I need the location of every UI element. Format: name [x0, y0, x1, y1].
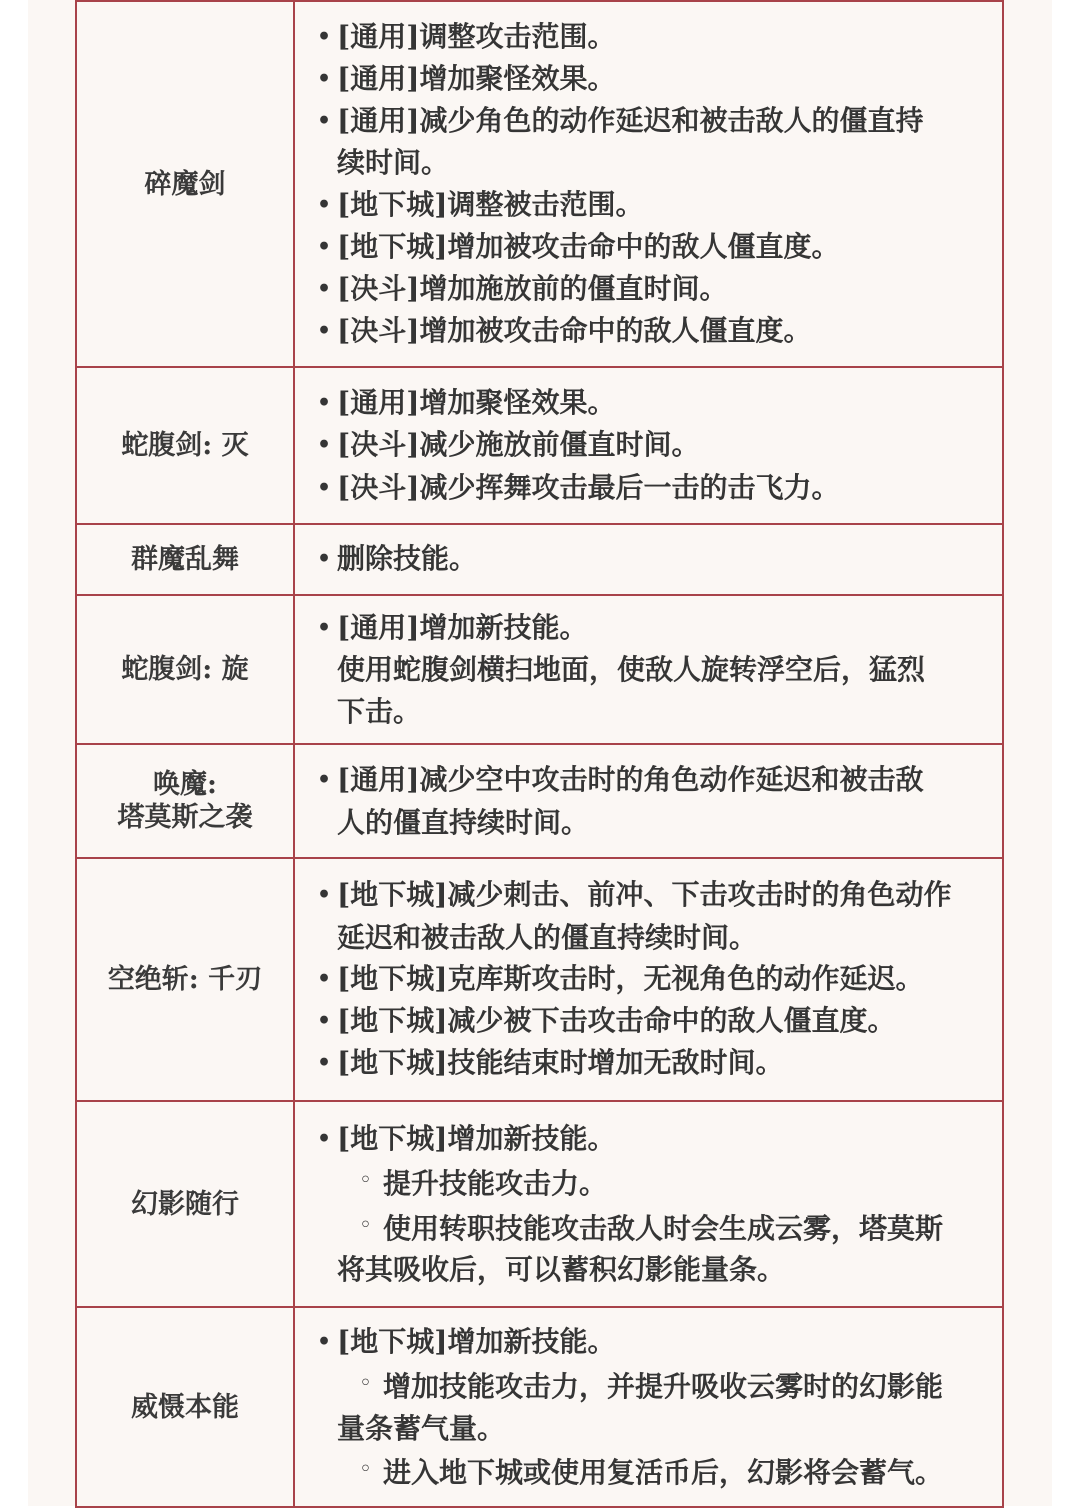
- change-text: 使用转职技能攻击敌人时会生成云雾，塔莫斯: [383, 1211, 944, 1245]
- change-text: 延迟和被击敌人的僵直持续时间。: [337, 920, 758, 954]
- change-bullet-item: [317, 382, 972, 424]
- change-text: 使用蛇腹剑横扫地面，使敌人旋转浮空后，猛烈: [337, 653, 926, 687]
- skill-name-cell: [76, 524, 294, 595]
- change-text: 下击。: [337, 694, 422, 728]
- skill-name-cell: [76, 1101, 294, 1307]
- table-row: [76, 367, 1003, 524]
- bullet-icon: •: [317, 767, 332, 794]
- bullet-icon: •: [317, 1329, 332, 1356]
- change-text: 进入地下城或使用复活币后，幻影将会蓄气。: [383, 1455, 944, 1489]
- change-sub-item: [317, 1160, 972, 1204]
- change-text: [决斗]减少施放前僵直时间。: [337, 428, 700, 462]
- table-row: [76, 595, 1003, 744]
- change-bullet-item: [317, 16, 972, 58]
- table-body: [76, 1, 1003, 1507]
- change-sub-item: [317, 1205, 972, 1249]
- skill-change-cell: [294, 367, 1003, 524]
- change-text: [地下城]增加新技能。: [337, 1325, 616, 1359]
- bullet-icon: •: [317, 546, 332, 573]
- change-text: 增加技能攻击力，并提升吸收云雾时的幻影能: [383, 1370, 944, 1404]
- bullet-icon: •: [317, 65, 332, 92]
- bullet-icon: •: [317, 474, 332, 501]
- change-bullet-item: [317, 538, 972, 580]
- skill-name-cell: [76, 367, 294, 524]
- bullet-icon: •: [317, 432, 332, 459]
- change-text: [地下城]增加新技能。: [337, 1122, 616, 1156]
- bullet-icon: •: [317, 233, 332, 260]
- change-text: [通用]调整攻击范围。: [337, 19, 616, 53]
- change-bullet-item: [317, 1321, 972, 1363]
- bullet-icon: •: [317, 108, 332, 135]
- change-continuation: [317, 142, 972, 183]
- skill-change-cell: [294, 524, 1003, 595]
- skill-change-table: [75, 0, 1004, 1508]
- skill-name-cell: [76, 595, 294, 744]
- change-text: [通用]减少空中攻击时的角色动作延迟和被击敌: [337, 763, 924, 797]
- change-bullet-item: [317, 58, 972, 100]
- skill-change-cell: [294, 595, 1003, 744]
- skill-name: 空绝斩: 千刃: [107, 964, 263, 995]
- change-bullet-item: [317, 958, 972, 1000]
- bullet-icon: •: [317, 1126, 332, 1153]
- bullet-icon: •: [317, 23, 332, 50]
- skill-change-cell: [294, 1307, 1003, 1507]
- table-row: [76, 1101, 1003, 1307]
- bullet-icon: •: [317, 882, 332, 909]
- bullet-icon: •: [317, 191, 332, 218]
- change-bullet-item: [317, 607, 972, 649]
- circle-bullet-icon: ◦: [359, 1370, 372, 1397]
- bullet-icon: •: [317, 1008, 332, 1035]
- change-continuation: [317, 1408, 972, 1449]
- change-bullet-item: [317, 874, 972, 916]
- bullet-icon: •: [317, 1050, 332, 1077]
- skill-name-cell: [76, 1307, 294, 1507]
- circle-bullet-icon: ◦: [359, 1455, 372, 1482]
- change-text: [地下城]减少被下击攻击命中的敌人僵直度。: [337, 1004, 896, 1038]
- change-sub-item: [317, 1449, 972, 1493]
- change-bullet-item: [317, 184, 972, 226]
- change-text: [地下城]技能结束时增加无敌时间。: [337, 1046, 784, 1080]
- skill-name-cell: [76, 744, 294, 858]
- change-continuation: [317, 1249, 972, 1290]
- change-text: [通用]增加新技能。: [337, 611, 588, 645]
- change-continuation: [317, 649, 972, 690]
- table-row: [76, 858, 1003, 1101]
- skill-name: 蛇腹剑: 灭: [121, 430, 249, 461]
- change-text: 删除技能。: [337, 542, 478, 576]
- change-bullet-item: [317, 226, 972, 268]
- skill-name: 威慑本能: [131, 1391, 239, 1423]
- change-bullet-item: [317, 310, 972, 352]
- bullet-icon: •: [317, 318, 332, 345]
- change-bullet-item: [317, 100, 972, 142]
- skill-name: 碎魔剑: [144, 168, 226, 200]
- change-text: 人的僵直持续时间。: [337, 805, 590, 839]
- bullet-icon: •: [317, 615, 332, 642]
- table-row: [76, 1, 1003, 367]
- change-text: [决斗]增加被攻击命中的敌人僵直度。: [337, 314, 812, 348]
- change-text: [地下城]克库斯攻击时，无视角色的动作延迟。: [337, 961, 924, 995]
- change-bullet-item: [317, 268, 972, 310]
- skill-name: 群魔乱舞: [131, 544, 239, 575]
- change-bullet-item: [317, 759, 972, 801]
- change-bullet-item: [317, 1042, 972, 1084]
- table-row: [76, 524, 1003, 595]
- circle-bullet-icon: ◦: [359, 1167, 372, 1194]
- change-text: 量条蓄气量。: [337, 1411, 506, 1445]
- change-text: [决斗]增加施放前的僵直时间。: [337, 271, 728, 305]
- table-row: [76, 1307, 1003, 1507]
- change-text: [通用]增加聚怪效果。: [337, 386, 616, 420]
- change-bullet-item: [317, 424, 972, 466]
- change-text: 提升技能攻击力。: [383, 1167, 608, 1201]
- change-text: [通用]增加聚怪效果。: [337, 61, 616, 95]
- change-text: [决斗]减少挥舞攻击最后一击的击飞力。: [337, 470, 840, 504]
- change-text: [地下城]增加被攻击命中的敌人僵直度。: [337, 229, 840, 263]
- table-row: [76, 744, 1003, 858]
- skill-name-cell: [76, 1, 294, 367]
- bullet-icon: •: [317, 275, 332, 302]
- bullet-icon: •: [317, 965, 332, 992]
- skill-name: 幻影随行: [131, 1188, 239, 1220]
- change-text: [地下城]减少刺击、前冲、下击攻击时的角色动作: [337, 878, 952, 912]
- circle-bullet-icon: ◦: [359, 1211, 372, 1238]
- skill-name: 唤魔:: [153, 769, 217, 800]
- change-continuation: [317, 917, 972, 958]
- skill-name: 蛇腹剑: 旋: [121, 654, 249, 685]
- skill-change-cell: [294, 744, 1003, 858]
- change-bullet-item: [317, 1000, 972, 1042]
- change-text: 续时间。: [337, 146, 450, 180]
- skill-change-cell: [294, 1, 1003, 367]
- bullet-icon: •: [317, 390, 332, 417]
- change-bullet-item: [317, 1118, 972, 1160]
- change-text: [通用]减少角色的动作延迟和被击敌人的僵直持: [337, 104, 924, 138]
- change-continuation: [317, 802, 972, 843]
- skill-change-cell: [294, 858, 1003, 1101]
- skill-name: 塔莫斯之袭: [117, 802, 253, 833]
- change-text: [地下城]调整被击范围。: [337, 187, 644, 221]
- change-sub-item: [317, 1363, 972, 1407]
- change-text: 将其吸收后，可以蓄积幻影能量条。: [337, 1252, 786, 1286]
- skill-change-cell: [294, 1101, 1003, 1307]
- skill-name-cell: [76, 858, 294, 1101]
- change-bullet-item: [317, 467, 972, 509]
- change-continuation: [317, 691, 972, 732]
